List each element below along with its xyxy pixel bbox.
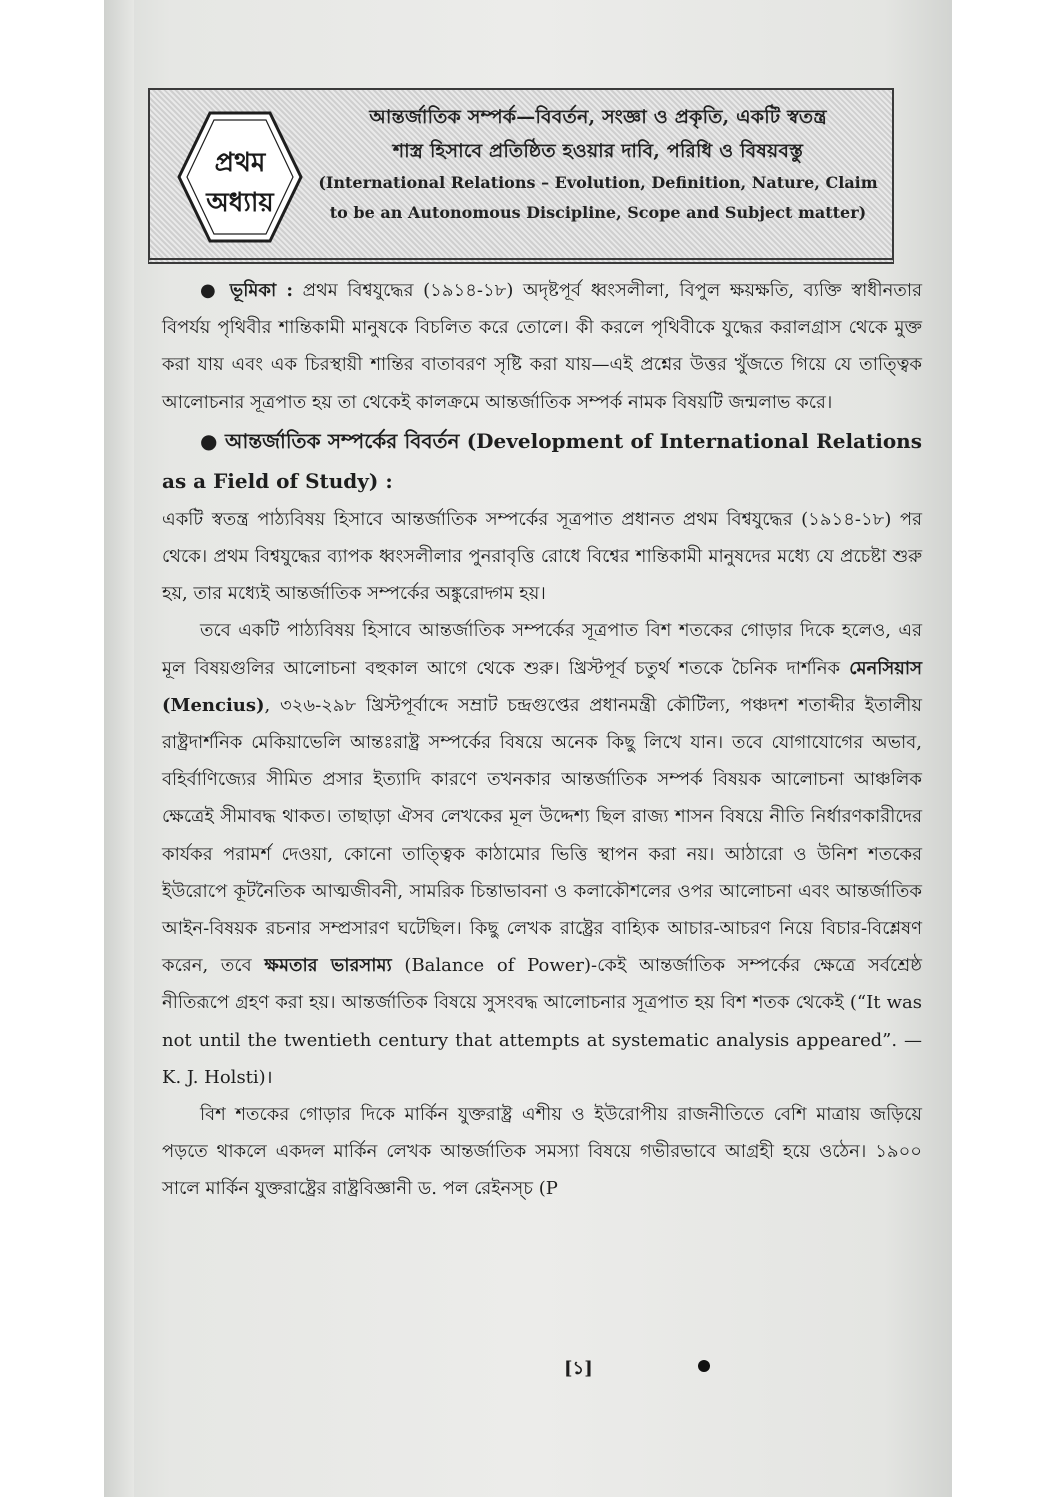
paragraph-2-part-b: , ৩২৬-২৯৮ খ্রিস্টপূর্বাব্দে সম্রাট চন্দ্রগুপ্তের প্রধানমন্ত্রী কৌটিল্য, পঞ্চদশ শতাব্দীর ইতালীয় রাষ্ট্রদার্শনিক মেকিয়াভেলি আন্তঃরাষ্ট্র সম্পর্কের বিষয়ে অনেক কিছু লিখে যান। তবে যোগাযোগের অভাব, বহির্বাণিজ্যের সীমিত প্রসার ইত্যাদি কারণে তখনকার আন্তর্জাতিক সম্পর্ক বিষয়ক আলোচনা আঞ্চলিক ক্ষেত্রেই সীমাবদ্ধ থাকত। তাছাড়া ঐসব লেখকের মূল উদ্দেশ্য ছিল রাজ্য শাসন বিষয়ে নীতি নির্ধারণকারীদের কার্যকর পরামর্শ দেওয়া, কোনো তাত্ত্বিক কাঠামোর ভিত্তি স্থাপন করা নয়। আঠারো ও উনিশ শতকের ইউরোপে কূটনৈতিক আত্মজীবনী, সামরিক চিন্তাভাবনা ও কলাকৌশলের ওপর আলোচনা এবং আন্তর্জাতিক আইন-বিষয়ক রচনার সম্প্রসারণ ঘটেছিল। কিছু লেখক রাষ্ট্রের বাহ্যিক আচার-আচরণ নিয়ে বিচার-বিশ্লেষণ করেন, তবে bbox=[162, 694, 922, 977]
mencius-term: মেনসিয়াস (Mencius) bbox=[162, 657, 922, 716]
title-en-line-2: to be an Autonomous Discipline, Scope and Subject matter) bbox=[329, 203, 867, 222]
title-bn-line-2: শাস্ত্র হিসাবে প্রতিষ্ঠিত হওয়ার দাবি, পরিধি ও বিষয়বস্তু bbox=[392, 140, 804, 162]
page-photo bbox=[104, 0, 952, 1497]
section-heading: ● আন্তর্জাতিক সম্পর্কের বিবর্তন (Development of International Relations as a Field of Study) : bbox=[162, 428, 922, 493]
paragraph-2-part-a: তবে একটি পাঠ্যবিষয় হিসাবে আন্তর্জাতিক সম্পর্কের সূত্রপাত বিশ শতকের গোড়ার দিকে হলেও, এর মূল বিষয়গুলির আলোচনা বহুকাল আগে থেকে শুরু। খ্রিস্টপূর্ব চতুর্থ শতকে চৈনিক দার্শনিক bbox=[162, 620, 922, 679]
intro-label: ● ভূমিকা : bbox=[200, 280, 293, 301]
chapter-header bbox=[148, 88, 894, 264]
title-bn-line-1: আন্তর্জাতিক সম্পর্ক—বিবর্তন, সংজ্ঞা ও প্রকৃতি, একটি স্বতন্ত্র bbox=[369, 106, 827, 128]
page-number: [১] bbox=[564, 1358, 593, 1379]
chapter-badge bbox=[176, 110, 304, 244]
page-edge-shadow bbox=[104, 0, 134, 1497]
badge-line-1: প্রথম bbox=[214, 148, 266, 178]
paragraph-2-part-c: (Balance of Power)-কেই আন্তর্জাতিক সম্পর্কের ক্ষেত্রে সর্বশ্রেষ্ঠ নীতিরূপে গ্রহণ করা হয়। আন্তর্জাতিক বিষয়ে সুসংবদ্ধ আলোচনার সূত্রপাত হয় বিশ শতক থেকেই (“It was not until the twentieth century that attempts at systematic analysis appeared”. —K. J. Holsti)। bbox=[162, 955, 922, 1088]
chapter-title bbox=[318, 100, 878, 228]
paragraph-3: বিশ শতকের গোড়ার দিকে মার্কিন যুক্তরাষ্ট্র এশীয় ও ইউরোপীয় রাজনীতিতে বেশি মাত্রায় জড়িয়ে পড়তে থাকলে একদল মার্কিন লেখক আন্তর্জাতিক সমস্যা বিষয়ে গভীরভাবে আগ্রহী হয়ে ওঠেন। ১৯০০ সালে মার্কিন যুক্তরাষ্ট্রের রাষ্ট্রবিজ্ঞানী ড. পল রেইনস্চ (P bbox=[162, 1104, 922, 1200]
paragraph-2 bbox=[162, 612, 922, 1096]
ink-dot bbox=[698, 1360, 710, 1372]
title-en-line-1: (International Relations – Evolution, Definition, Nature, Claim bbox=[318, 173, 878, 192]
paragraph-1: একটি স্বতন্ত্র পাঠ্যবিষয় হিসাবে আন্তর্জাতিক সম্পর্কের সূত্রপাত প্রধানত প্রথম বিশ্বযুদ্ধের (১৯১৪-১৮) পর থেকে। প্রথম বিশ্বযুদ্ধের ব্যাপক ধ্বংসলীলার পুনরাবৃত্তি রোধে বিশ্বের শান্তিকামী মানুষদের মধ্যে যে প্রচেষ্টা শুরু হয়, তার মধ্যেই আন্তর্জাতিক সম্পর্কের অঙ্কুরোদ্গম হয়। bbox=[162, 508, 922, 605]
badge-line-2: অধ্যায় bbox=[206, 188, 274, 218]
intro-paragraph bbox=[162, 272, 922, 421]
book-page bbox=[132, 0, 952, 1497]
balance-of-power-term: ক্ষমতার ভারসাম্য bbox=[264, 955, 392, 977]
intro-text: প্রথম বিশ্বযুদ্ধের (১৯১৪-১৮) অদৃষ্টপূর্ব ধ্বংসলীলা, বিপুল ক্ষয়ক্ষতি, ব্যক্তি স্বাধীনতার বিপর্যয় পৃথিবীর শান্তিকামী মানুষকে বিচলিত করে তোলে। কী করলে পৃথিবীকে যুদ্ধের করালগ্রাস থেকে মুক্ত করা যায় এবং এক চিরস্থায়ী শান্তির বাতাবরণ সৃষ্টি করা যায়—এই প্রশ্নের উত্তর খুঁজতে গিয়ে যে তাত্ত্বিক আলোচনার সূত্রপাত হয় তা থেকেই কালক্রমে আন্তর্জাতিক সম্পর্ক নামক বিষয়টি জন্মলাভ করে। bbox=[162, 280, 922, 413]
body-text bbox=[162, 272, 922, 1208]
